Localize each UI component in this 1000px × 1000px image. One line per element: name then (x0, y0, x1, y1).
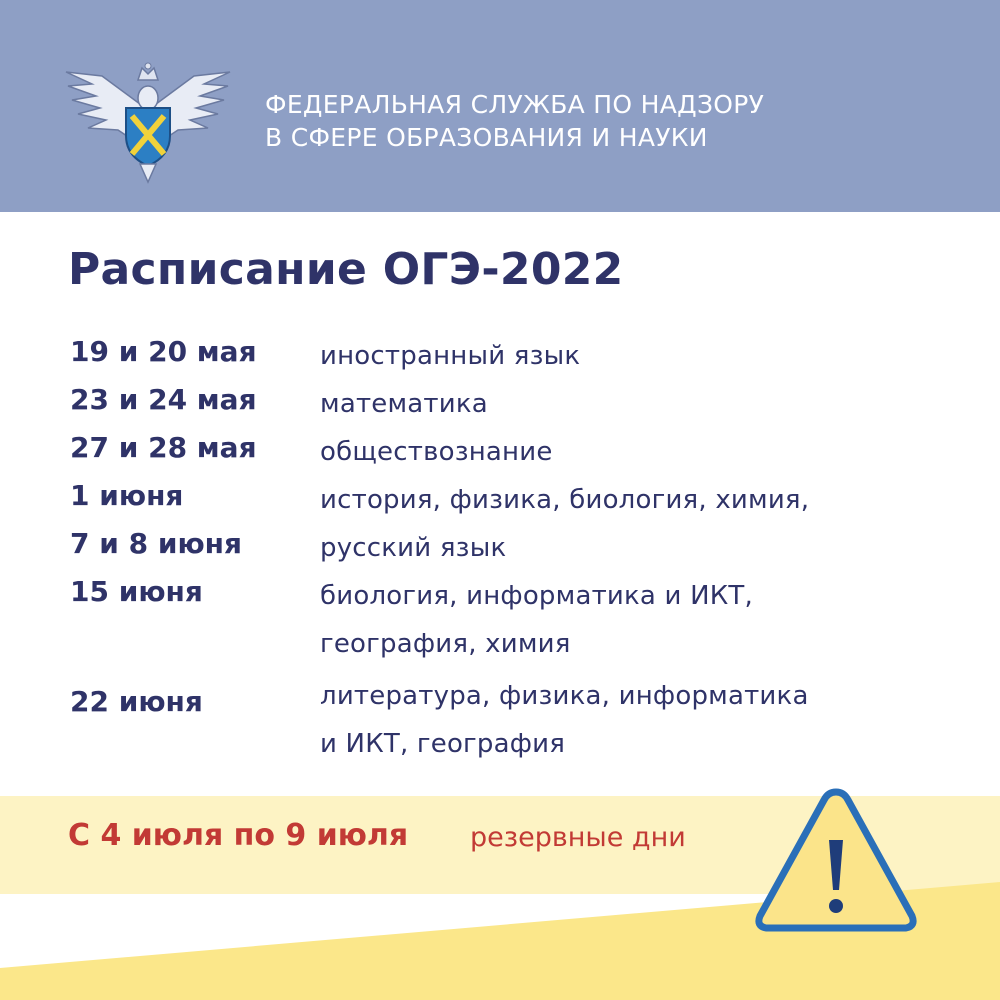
subject-line: математика (320, 389, 488, 419)
schedule-row (70, 672, 950, 768)
schedule-date: 27 и 28 мая (70, 431, 257, 464)
schedule-subjects (320, 476, 950, 524)
schedule-row (70, 476, 950, 524)
reserve-dates: С 4 июля по 9 июля (68, 818, 409, 853)
subject-line: география, химия (320, 629, 571, 659)
schedule-subjects (320, 572, 950, 668)
organization-name-line-2: В СФЕРЕ ОБРАЗОВАНИЯ И НАУКИ (265, 123, 708, 152)
organization-name (265, 88, 764, 154)
page-title: Расписание ОГЭ-2022 (68, 244, 624, 295)
schedule-date: 22 июня (70, 685, 203, 718)
warning-icon (752, 784, 920, 936)
schedule-date: 1 июня (70, 479, 184, 512)
header-band (0, 0, 1000, 212)
schedule-row (70, 332, 950, 380)
reserve-label: резервные дни (470, 822, 686, 853)
schedule-date: 23 и 24 мая (70, 383, 257, 416)
schedule-row (70, 380, 950, 428)
schedule-subjects (320, 380, 950, 428)
schedule-list (70, 332, 950, 768)
organization-name-line-1: ФЕДЕРАЛЬНАЯ СЛУЖБА ПО НАДЗОРУ (265, 90, 765, 119)
schedule-date: 19 и 20 мая (70, 335, 257, 368)
schedule-row (70, 428, 950, 476)
schedule-date: 15 июня (70, 575, 203, 608)
schedule-subjects (320, 428, 950, 476)
subject-line: иностранный язык (320, 341, 581, 371)
subject-line: история, физика, биология, химия, (320, 485, 810, 515)
subject-line: обществознание (320, 437, 553, 467)
subject-line: биология, информатика и ИКТ, (320, 581, 753, 611)
schedule-subjects (320, 672, 950, 768)
eagle-emblem-icon (62, 58, 234, 184)
schedule-date: 7 и 8 июня (70, 527, 242, 560)
schedule-row (70, 572, 950, 668)
subject-line: литература, физика, информатика (320, 681, 809, 711)
schedule-subjects (320, 524, 950, 572)
subject-line: русский язык (320, 533, 507, 563)
subject-line: и ИКТ, география (320, 729, 566, 759)
schedule-subjects (320, 332, 950, 380)
schedule-row (70, 524, 950, 572)
